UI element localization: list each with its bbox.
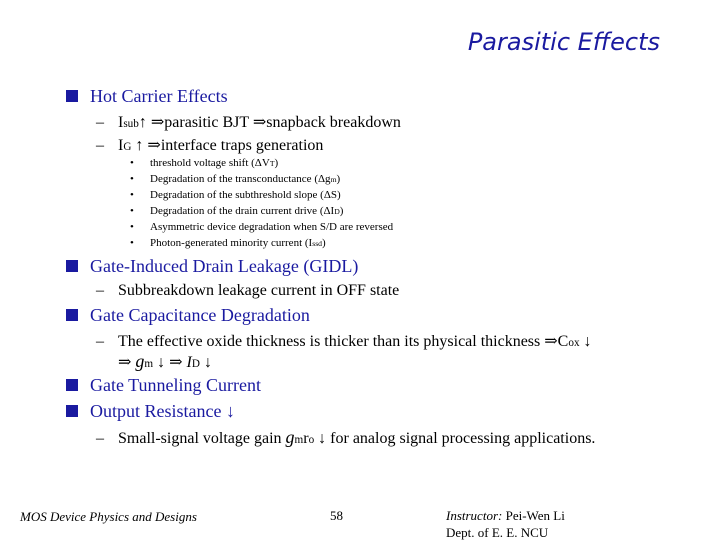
hot-carrier-item-isub: – $I_{sub}↑$ ⇒parasitic BJT ⇒snapback breakdown [96,114,401,131]
hot-carrier-item-ig: – $I_G$ ↑ ⇒interface traps generation [96,137,324,154]
footer-course: MOS Device Physics and Designs [20,509,197,524]
sub-item: • Degradation of the drain current drive $(\Delta I_D)$ [130,205,344,217]
heading-text: Gate Tunneling Current [90,375,261,395]
square-bullet-icon [66,379,78,391]
footer-instructor: Instructor: Pei-Wen Li [446,508,565,523]
slide-title: Parasitic Effects [467,28,660,56]
square-bullet-icon [66,309,78,321]
heading-output-resistance [66,401,486,423]
square-bullet-icon [66,405,78,417]
heading-text: Gate-Induced Drain Leakage (GIDL) [90,256,359,276]
footer-dept: Dept. of E. E. NCU [446,525,549,540]
gate-cap-item-line1: – The effective oxide thickness is thicker than its physical thickness $\Rightarrow C_{ox}$ ↓ [96,333,592,350]
heading-text: Hot Carrier Effects [90,86,228,106]
square-bullet-icon [66,260,78,272]
sub-item: • Photon-generated minority current $(I_{ssd})$ [130,237,326,249]
footer-page-number: 58 [330,508,343,523]
gate-cap-item-line2: ⇒ $g_m$ ↓ ⇒ $I_D$ ↓ [118,351,212,371]
heading-gidl [66,256,486,278]
heading-text: Gate Capacitance Degradation [90,305,310,325]
sub-item: • Degradation of the subthreshold slope (ΔS) [130,189,341,201]
heading-text: Output Resistance ↓ [90,401,235,421]
heading-hot-carrier [66,86,466,108]
heading-gate-tunneling [66,375,486,397]
square-bullet-icon [66,90,78,102]
gidl-item: – Subbreakdown leakage current in OFF state [96,282,400,299]
output-res-item: – Small-signal voltage gain $g_mr_o$ ↓ for analog signal processing applications. [96,427,596,447]
sub-item: • Degradation of the transconductance $(\Delta g_m)$ [130,173,341,185]
sub-item: • Asymmetric device degradation when S/D are reversed [130,221,394,233]
heading-gate-capacitance [66,305,486,327]
sub-item: • threshold voltage shift $(\Delta V_T)$ [130,157,279,169]
